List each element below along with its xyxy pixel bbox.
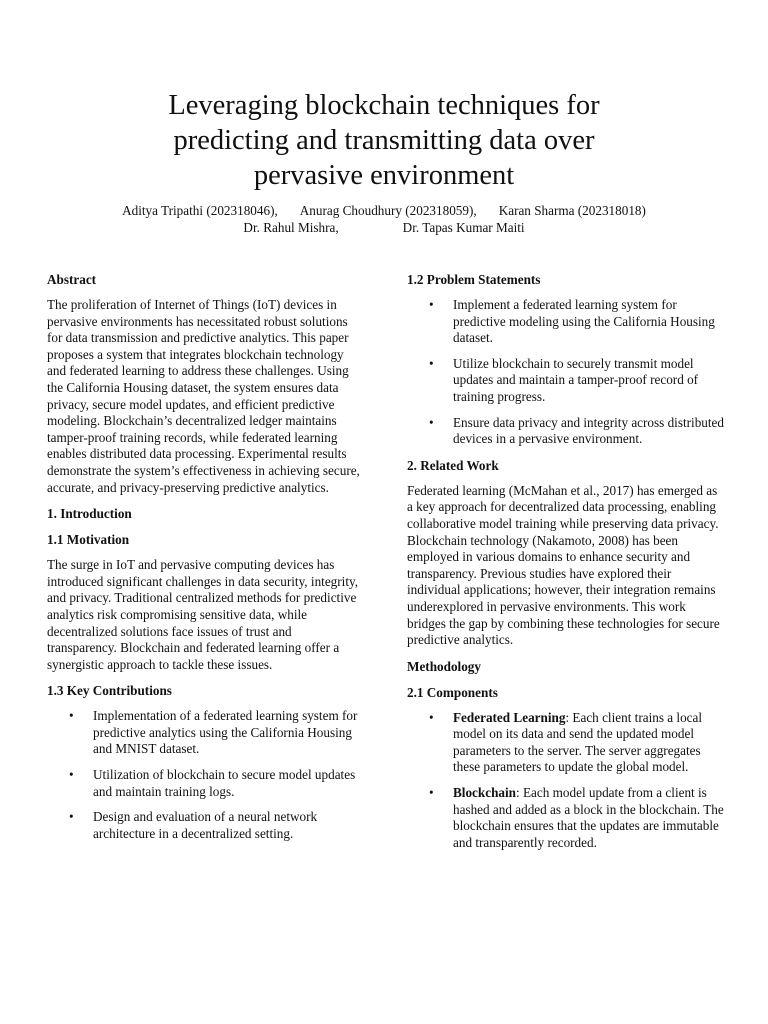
- bullet: •: [69, 767, 74, 783]
- component-term: Blockchain: [453, 785, 517, 801]
- left-column: [47, 271, 362, 851]
- list-item-text: Utilization of blockchain to secure model updates and maintain training logs.: [93, 767, 356, 799]
- list-item: [407, 415, 725, 448]
- problem-statements-heading: 1.2 Problem Statements: [407, 272, 541, 287]
- component-text: : Each model update from a client is hashed and added as a block in the blockchain. The blockchain ensures that the updates are immutable and transparently recorded.: [453, 785, 724, 850]
- title-line: Leveraging blockchain techniques for: [168, 90, 600, 121]
- list-item: [47, 708, 362, 758]
- paper-title: [84, 88, 684, 193]
- author-row: [40, 202, 728, 219]
- bullet: •: [429, 785, 434, 801]
- list-item: [47, 767, 362, 800]
- title-line: predicting and transmitting data over: [173, 125, 595, 156]
- bullet: •: [69, 708, 74, 724]
- contributions-list: [47, 708, 362, 842]
- methodology-heading: Methodology: [407, 658, 481, 674]
- right-column: [407, 271, 725, 860]
- title-line: pervasive environment: [253, 160, 515, 191]
- author-block: [40, 202, 728, 236]
- list-item: [407, 356, 725, 406]
- bullet: •: [429, 297, 434, 312]
- list-item: [407, 785, 725, 851]
- list-item: [407, 297, 725, 347]
- bullet: •: [429, 414, 434, 430]
- list-item-text: Utilize blockchain to securely transmit model updates and maintain a tamper-proof record of training progress.: [453, 355, 699, 404]
- introduction-heading: 1. Introduction: [47, 506, 132, 522]
- abstract-heading: Abstract: [47, 272, 97, 287]
- author: Aditya Tripathi (202318046),: [122, 203, 278, 218]
- related-work-text: Federated learning (McMahan et al., 2017) has emerged as a key approach for decentralized data processing, enabling collaborative model training while preserving data privacy. Blockchain technology (Nakamoto, 2008) has been employed in various domains to enhance security and transparency. Previous studies have explored their individual applications; however, their integration remains underexplored in pervasive environments. This work bridges the gap by combining these technologies for secure predictive analytics.: [407, 482, 720, 648]
- author: Anurag Choudhury (202318059),: [299, 203, 477, 218]
- motivation-heading: 1.1 Motivation: [47, 532, 130, 548]
- related-work-heading: 2. Related Work: [407, 457, 499, 473]
- contributions-heading: 1.3 Key Contributions: [47, 683, 172, 699]
- list-item-text: Design and evaluation of a neural network architecture in a decentralized setting.: [93, 809, 318, 841]
- list-item-text: Implementation of a federated learning system for predictive analytics using the California Housing and MNIST dataset.: [93, 708, 358, 757]
- component-term: Federated Learning: [453, 709, 566, 725]
- author: Dr. Tapas Kumar Maiti: [402, 220, 525, 235]
- author-row: [40, 219, 728, 236]
- abstract-text: The proliferation of Internet of Things (IoT) devices in pervasive environments has necessitated robust solutions for data transmission and predictive analytics. This paper proposes a system that integrates blockchain technology and federated learning to address these challenges. Using the California Housing dataset, the system ensures data privacy, secure model updates, and efficient predictive modeling. Blockchain’s decentralized ledger maintains tamper-proof training records, while federated learning enables distributed data processing. Experimental results demonstrate the system’s effectiveness in achieving secure, accurate, and privacy-preserving predictive analytics.: [47, 297, 360, 495]
- list-item-text: Ensure data privacy and integrity across distributed devices in a pervasive environment.: [453, 414, 724, 447]
- components-heading: 2.1 Components: [407, 684, 498, 700]
- problem-list: [407, 297, 725, 448]
- bullet: •: [429, 355, 434, 371]
- components-list: [407, 710, 725, 852]
- author: Dr. Rahul Mishra,: [243, 220, 339, 235]
- component-text: : Each client trains a local model on its data and send the updated model parameters to the server. The server aggregates these parameters to update the global model.: [453, 709, 703, 775]
- list-item-text: Implement a federated learning system for predictive modeling using the California Housing dataset.: [453, 297, 715, 346]
- bullet: •: [429, 709, 434, 725]
- motivation-text: The surge in IoT and pervasive computing devices has introduced significant challenges in data security, integrity, and privacy. Traditional centralized methods for predictive analytics risk compromising sensitive data, while decentralized solutions face issues of trust and transparency. Blockchain and federated learning offer a synergistic approach to tackle these issues.: [47, 557, 359, 672]
- list-item: [47, 809, 362, 842]
- bullet: •: [69, 809, 74, 825]
- author: Karan Sharma (202318018): [498, 203, 646, 218]
- list-item: [407, 710, 725, 776]
